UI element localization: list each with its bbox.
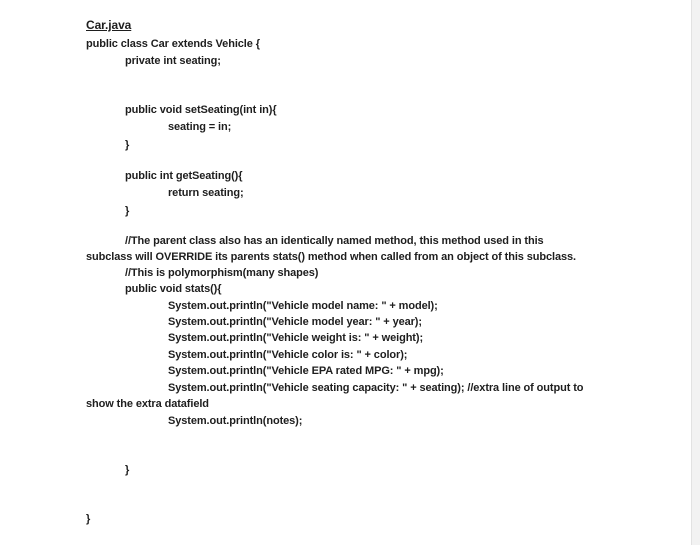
document-title: Car.java <box>86 18 132 32</box>
code-line: System.out.println("Vehicle EPA rated MPG: " + mpg); <box>168 365 444 377</box>
code-line: public class Car extends Vehicle { <box>86 38 260 50</box>
code-line: System.out.println("Vehicle color is: " + color); <box>168 349 408 361</box>
code-line: } <box>125 139 130 151</box>
code-line: public void stats(){ <box>125 283 222 295</box>
code-comment: //This is polymorphism(many shapes) <box>125 267 319 279</box>
code-line: System.out.println("Vehicle seating capacity: " + seating); //extra line of output to <box>168 382 584 394</box>
code-comment: subclass will OVERRIDE its parents stats() method when called from an object of this subclass. <box>86 251 576 263</box>
code-line: System.out.println("Vehicle model name: " + model); <box>168 300 438 312</box>
code-comment: //The parent class also has an identically named method, this method used in this <box>125 235 544 247</box>
code-line: } <box>125 464 130 476</box>
code-line: System.out.println("Vehicle weight is: " + weight); <box>168 332 424 344</box>
code-line: public int getSeating(){ <box>125 170 243 182</box>
code-line: seating = in; <box>168 121 232 133</box>
code-line: return seating; <box>168 187 244 199</box>
code-line: System.out.println("Vehicle model year: " + year); <box>168 316 422 328</box>
code-line: public void setSeating(int in){ <box>125 104 277 116</box>
code-comment: show the extra datafield <box>86 398 209 410</box>
code-line: } <box>125 205 130 217</box>
code-line: System.out.println(notes); <box>168 415 303 427</box>
code-line: private int seating; <box>125 55 221 67</box>
code-line: } <box>86 513 91 525</box>
